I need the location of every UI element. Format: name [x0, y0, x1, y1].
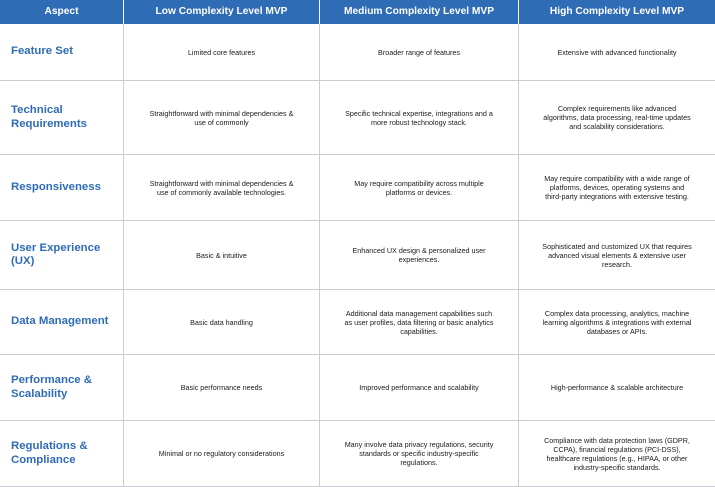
medium-cell: Additional data management capabilities such as user profiles, data filtering or basic analytics capabilities.	[320, 290, 519, 355]
high-cell: Compliance with data protection laws (GDPR, CCPA), financial regulations (PCI-DSS), healthcare regulations (e.g., HIPAA, or other industry-specific standards.	[519, 421, 715, 487]
high-cell: High-performance & scalable architecture	[519, 355, 715, 421]
medium-cell: Enhanced UX design & personalized user experiences.	[320, 221, 519, 290]
low-cell: Basic data handling	[124, 290, 320, 355]
aspect-data-management: Data Management	[0, 290, 124, 355]
high-cell: Complex requirements like advanced algorithms, data processing, real-time updates and scalability considerations.	[519, 81, 715, 155]
aspect-technical-requirements: Technical Requirements	[0, 81, 124, 155]
low-cell: Straightforward with minimal dependencies & use of commonly	[124, 81, 320, 155]
medium-cell: May require compatibility across multiple platforms or devices.	[320, 155, 519, 221]
medium-cell: Improved performance and scalability	[320, 355, 519, 421]
header-aspect: Aspect	[0, 0, 124, 24]
medium-cell: Many involve data privacy regulations, security standards or specific industry-specific regulations.	[320, 421, 519, 487]
medium-cell: Broader range of features	[320, 24, 519, 81]
low-cell: Limited core features	[124, 24, 320, 81]
low-cell: Basic & intuitive	[124, 221, 320, 290]
header-high-complexity: High Complexity Level MVP	[519, 0, 715, 24]
header-medium-complexity: Medium Complexity Level MVP	[320, 0, 519, 24]
high-cell: Sophisticated and customized UX that requires advanced visual elements & extensive user research.	[519, 221, 715, 290]
aspect-feature-set: Feature Set	[0, 24, 124, 81]
aspect-performance-scalability: Performance & Scalability	[0, 355, 124, 421]
aspect-responsiveness: Responsiveness	[0, 155, 124, 221]
medium-cell: Specific technical expertise, integrations and a more robust technology stack.	[320, 81, 519, 155]
high-cell: May require compatibility with a wide range of platforms, devices, operating systems and third-party integrations with extensive testing.	[519, 155, 715, 221]
header-low-complexity: Low Complexity Level MVP	[124, 0, 320, 24]
high-cell: Complex data processing, analytics, machine learning algorithms & integrations with external databases or APIs.	[519, 290, 715, 355]
low-cell: Straightforward with minimal dependencies & use of commonly available technologies.	[124, 155, 320, 221]
high-cell: Extensive with advanced functionality	[519, 24, 715, 81]
aspect-regulations-compliance: Regulations & Compliance	[0, 421, 124, 487]
low-cell: Basic performance needs	[124, 355, 320, 421]
aspect-user-experience: User Experience (UX)	[0, 221, 124, 290]
low-cell: Minimal or no regulatory considerations	[124, 421, 320, 487]
